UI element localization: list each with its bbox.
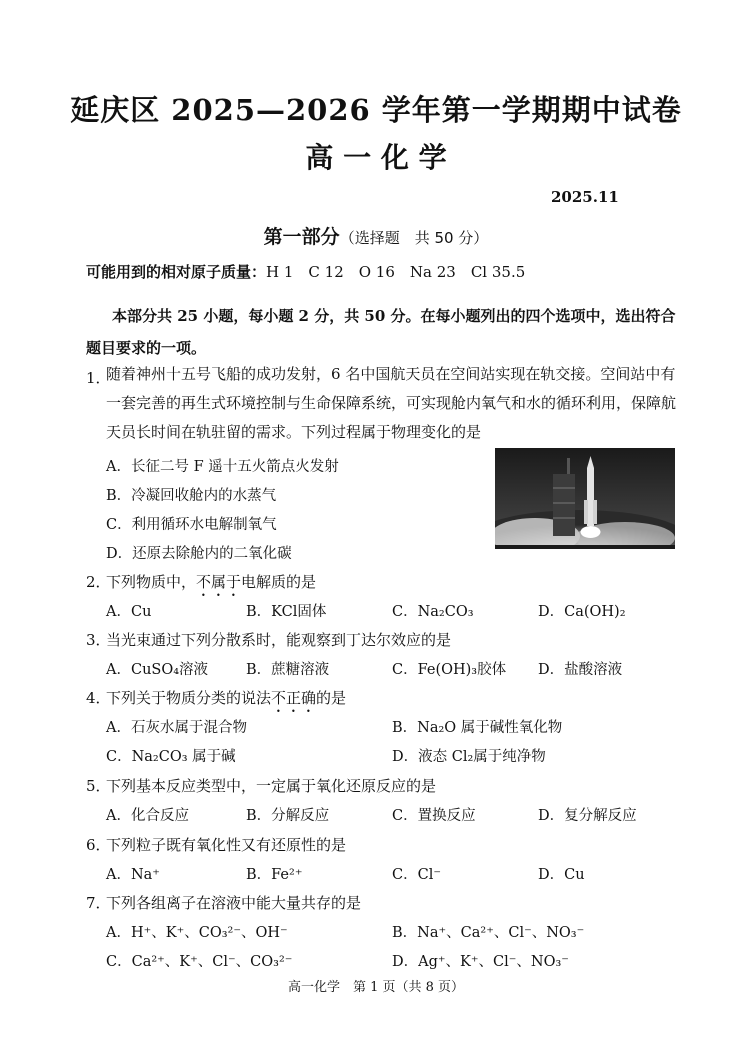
question-stem: 下列各组离子在溶液中能大量共存的是 bbox=[106, 894, 362, 912]
stem-text: 的是 bbox=[316, 689, 347, 707]
question-number: 7． bbox=[86, 894, 111, 912]
emphasized-text: 不正确 bbox=[271, 689, 317, 707]
option-d: D．Ag⁺、K⁺、Cl⁻、NO₃⁻ bbox=[392, 954, 569, 970]
stem-text: 电解质的是 bbox=[241, 573, 317, 591]
option-b: B．KCl固体 bbox=[246, 604, 327, 620]
option-a: A．Cu bbox=[106, 604, 152, 620]
option-c: C．Ca²⁺、K⁺、Cl⁻、CO₃²⁻ bbox=[106, 954, 293, 970]
option-c: C．Na₂CO₃ 属于碱 bbox=[106, 749, 236, 765]
option-c: C．Na₂CO₃ bbox=[392, 604, 474, 620]
question-number: 2． bbox=[86, 573, 111, 591]
instructions: 本部分共 25 小题，每小题 2 分，共 50 分。在每小题列出的四个选项中，选出符合题目要求的一项。 bbox=[86, 307, 676, 357]
option-a: A．长征二号 F 遥十五火箭点火发射 bbox=[106, 459, 339, 475]
option-c: C．置换反应 bbox=[392, 808, 476, 824]
question-number: 6． bbox=[86, 836, 111, 854]
option-a: A．Na⁺ bbox=[106, 867, 160, 883]
option-a: A．CuSO₄溶液 bbox=[106, 662, 209, 678]
question-number: 4． bbox=[86, 689, 111, 707]
option-b: B．蔗糖溶液 bbox=[246, 662, 330, 678]
option-a: A．H⁺、K⁺、CO₃²⁻、OH⁻ bbox=[106, 925, 288, 941]
question-stem: 当光束通过下列分散系时，能观察到丁达尔效应的是 bbox=[106, 631, 452, 649]
rocket-launch-image bbox=[495, 448, 675, 549]
option-a: A．化合反应 bbox=[106, 808, 189, 824]
emphasized-text: 不属于 bbox=[196, 573, 242, 591]
option-a: A．石灰水属于混合物 bbox=[106, 720, 247, 736]
page-footer: 高一化学 第 1 页（共 8 页） bbox=[287, 980, 465, 995]
atomic-masses bbox=[86, 261, 525, 282]
option-b: B．分解反应 bbox=[246, 808, 330, 824]
option-b: B．Na⁺、Ca²⁺、Cl⁻、NO₃⁻ bbox=[392, 925, 585, 941]
stem-text: 下列物质中， bbox=[106, 573, 197, 591]
option-d: D．还原去除舱内的二氧化碳 bbox=[106, 546, 292, 562]
option-b: B．冷凝回收舱内的水蒸气 bbox=[106, 488, 277, 504]
question-stem: 下列粒子既有氧化性又有还原性的是 bbox=[106, 836, 347, 854]
option-d: D．Ca(OH)₂ bbox=[538, 604, 626, 620]
option-c: C．利用循环水电解制氧气 bbox=[106, 517, 277, 533]
part-heading bbox=[0, 222, 752, 249]
exam-subject: 高 一 化 学 bbox=[305, 141, 447, 174]
option-b: B．Fe²⁺ bbox=[246, 867, 303, 883]
atomic-masses-values: H 1 C 12 O 16 Na 23 Cl 35.5 bbox=[266, 263, 526, 281]
rocket-launch-photo bbox=[495, 448, 675, 549]
part-title: 第一部分 bbox=[263, 226, 340, 248]
option-d: D．盐酸溶液 bbox=[538, 662, 623, 678]
stem-text: 下列关于物质分类的说法 bbox=[106, 689, 272, 707]
atomic-masses-label: 可能用到的相对原子质量： bbox=[86, 263, 267, 281]
option-d: D．复分解反应 bbox=[538, 808, 637, 824]
part-note: （选择题 共 50 分） bbox=[339, 229, 489, 247]
exam-date: 2025.11 bbox=[551, 188, 619, 206]
option-d: D．液态 Cl₂属于纯净物 bbox=[392, 749, 546, 765]
question-number: 1． bbox=[86, 369, 111, 387]
question-stem: 下列基本反应类型中，一定属于氧化还原反应的是 bbox=[106, 777, 437, 795]
option-d: D．Cu bbox=[538, 867, 585, 883]
option-b: B．Na₂O 属于碱性氧化物 bbox=[392, 720, 563, 736]
option-c: C．Cl⁻ bbox=[392, 867, 441, 883]
exam-title: 延庆区 2025—2026 学年第一学期期中试卷 bbox=[70, 93, 682, 127]
question-number: 5． bbox=[86, 777, 111, 795]
option-c: C．Fe(OH)₃胶体 bbox=[392, 662, 507, 678]
question-number: 3． bbox=[86, 631, 111, 649]
question-stem bbox=[106, 687, 346, 716]
question-stem: 随着神州十五号飞船的成功发射，6 名中国航天员在空间站实现在轨交接。空间站中有一套完善的再生式环境控制与生命保障系统，可实现舱内氧气和水的循环利用，保障航天员长时间在轨驻留的需求。下列过程属于物理变化的是 bbox=[106, 365, 677, 441]
question-stem bbox=[106, 571, 316, 600]
